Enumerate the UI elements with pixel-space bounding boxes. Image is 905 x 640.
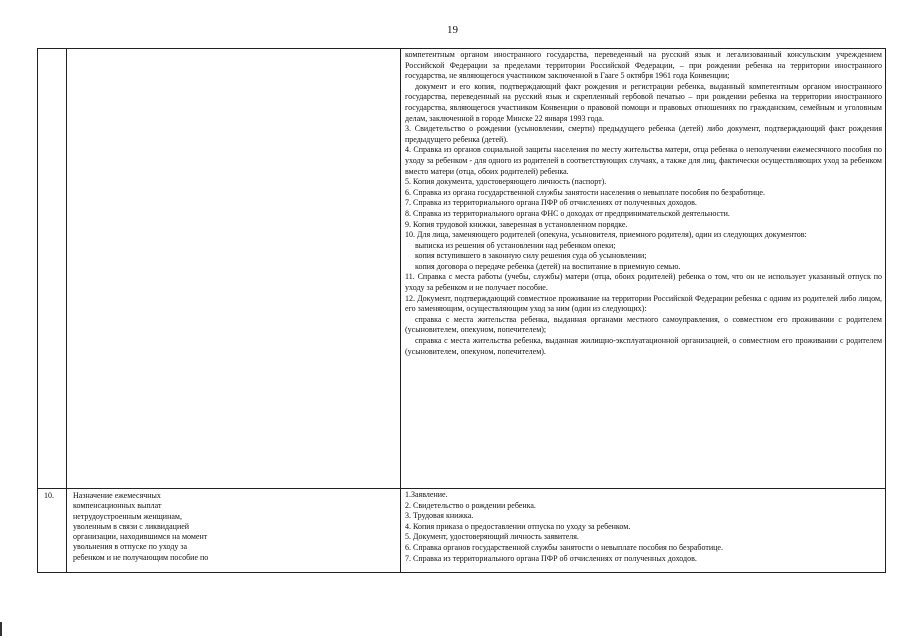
service-line: организации, находившимся на момент: [73, 532, 208, 542]
page-number: 19: [447, 24, 458, 36]
document-item: 7. Справка из территориального органа ПФР об отчислениях от полученных доходов.: [405, 553, 697, 563]
document-item: 2. Свидетельство о рождении ребенка.: [405, 500, 536, 510]
document-item: выписка из решения об установлении над ребенком опеки;: [415, 240, 616, 250]
document-item: 6. Справка из органа государственной службы занятости населения о невыплате пособия по безработице.: [405, 187, 765, 197]
document-item: 6. Справка органов государственной службы занятости о невыплате пособия по безработице.: [405, 542, 723, 552]
documents-list: [405, 50, 882, 357]
document-item: 8. Справка из территориального органа ФНС о доходах от предпринимательской деятельности.: [405, 208, 730, 218]
document-item: документ и его копия, подтверждающий факт рождения и регистрации ребенка, выданный компетентным органом иностранного государства, переведенный на русский язык и скрепленный гербовой печатью – при рождении ребенка на территории иностранного государства, являющегося участником Конвенции о правовой помощи и правовых отношениях по гражданским, семейным и уголовным делам, заключенной в городе Минске 22 января 1993 года.: [405, 81, 882, 123]
document-item: 1.Заявление.: [405, 490, 448, 499]
document-item: справка с места жительства ребенка, выданная жилищно-эксплуатационной организацией, о совместном его проживании с родителем (усыновителем, опекуном, попечителем).: [405, 336, 882, 356]
table-row-10: [38, 489, 886, 573]
row-number: 10.: [38, 489, 67, 573]
documents-list: [405, 490, 882, 564]
document-item: 3. Трудовая книжка.: [405, 511, 474, 521]
document-item: 11. Справка с места работы (учебы, службы) матери (отца, обоих родителей) ребенка о том, что он не использует указанный отпуск по уходу за ребенком и не получает пособие.: [405, 272, 882, 293]
service-line: нетрудоустроенным женщинам,: [73, 511, 182, 521]
services-table: [37, 48, 886, 573]
document-item: компетентным органом иностранного государства, переведенный на русский язык и легализованный консульским учреждением Российской Федерации за пределами территории Российской Федерации, – при рождении ребенка на территории иностранного государства, не являющегося участником заключенной в Гааге 5 октября 1961 года Конвенции;: [405, 50, 882, 81]
service-line: Назначение ежемесячных: [73, 491, 161, 500]
document-item: 7. Справка из территориального органа ПФР об отчислениях от полученных доходов.: [405, 198, 697, 208]
document-item: 10. Для лица, заменяющего родителей (опекуна, усыновителя, приемного родителя), один из следующих документов:: [405, 230, 807, 240]
document-item: 5. Копия документа, удостоверяющего личность (паспорт).: [405, 177, 607, 187]
document-item: справка с места жительства ребенка, выданная органами местного самоуправления, о совместном его проживании с родителем (усыновителем, опекуном, попечителем);: [405, 314, 882, 335]
service-description: [67, 489, 401, 573]
service-cell: [67, 49, 401, 489]
service-line: увольнения в отпуске по уходу за: [73, 542, 188, 552]
margin-mark: [0, 622, 2, 636]
documents-cell: [401, 49, 886, 489]
number-cell: [38, 49, 67, 489]
service-line: ребенком и не получающим пособие по: [73, 552, 209, 562]
document-item: 3. Свидетельство о рождении (усыновлении, смерти) предыдущего ребенка (детей) либо документ, подтверждающий факт рождения предыдущего ребенка (детей).: [405, 124, 882, 144]
service-line: компенсационных выплат: [73, 501, 162, 511]
table-row-continued: [38, 49, 886, 489]
document-item: 12. Документ, подтверждающий совместное проживание на территории Российской Федерации ребенка с одним из родителей либо лицом, его заменяющим, осуществляющим уход за ним (один из следующих):: [405, 293, 882, 314]
documents-cell: [401, 489, 886, 573]
service-line: уволенным в связи с ликвидацией: [73, 521, 190, 531]
document-item: 4. Копия приказа о предоставлении отпуска по уходу за ребенком.: [405, 521, 631, 531]
document-item: 9. Копия трудовой книжки, заверенная в установленном порядке.: [405, 219, 628, 229]
document-item: копия договора о передаче ребенка (детей) на воспитание в приемную семью.: [415, 261, 681, 271]
document-item: 5. Документ, удостоверяющий личность заявителя.: [405, 532, 579, 542]
document-item: 4. Справка из органов социальной защиты населения по месту жительства матери, отца ребенка о неполучении ежемесячного пособия по уходу за ребенком - для одного из родителей в соответствующих случаях, а также для лиц, фактически осуществляющих уход за ребенком вместо матери (отца, обоих родителей) ребенка.: [405, 145, 882, 176]
document-item: копия вступившего в законную силу решения суда об усыновлении;: [415, 251, 647, 261]
